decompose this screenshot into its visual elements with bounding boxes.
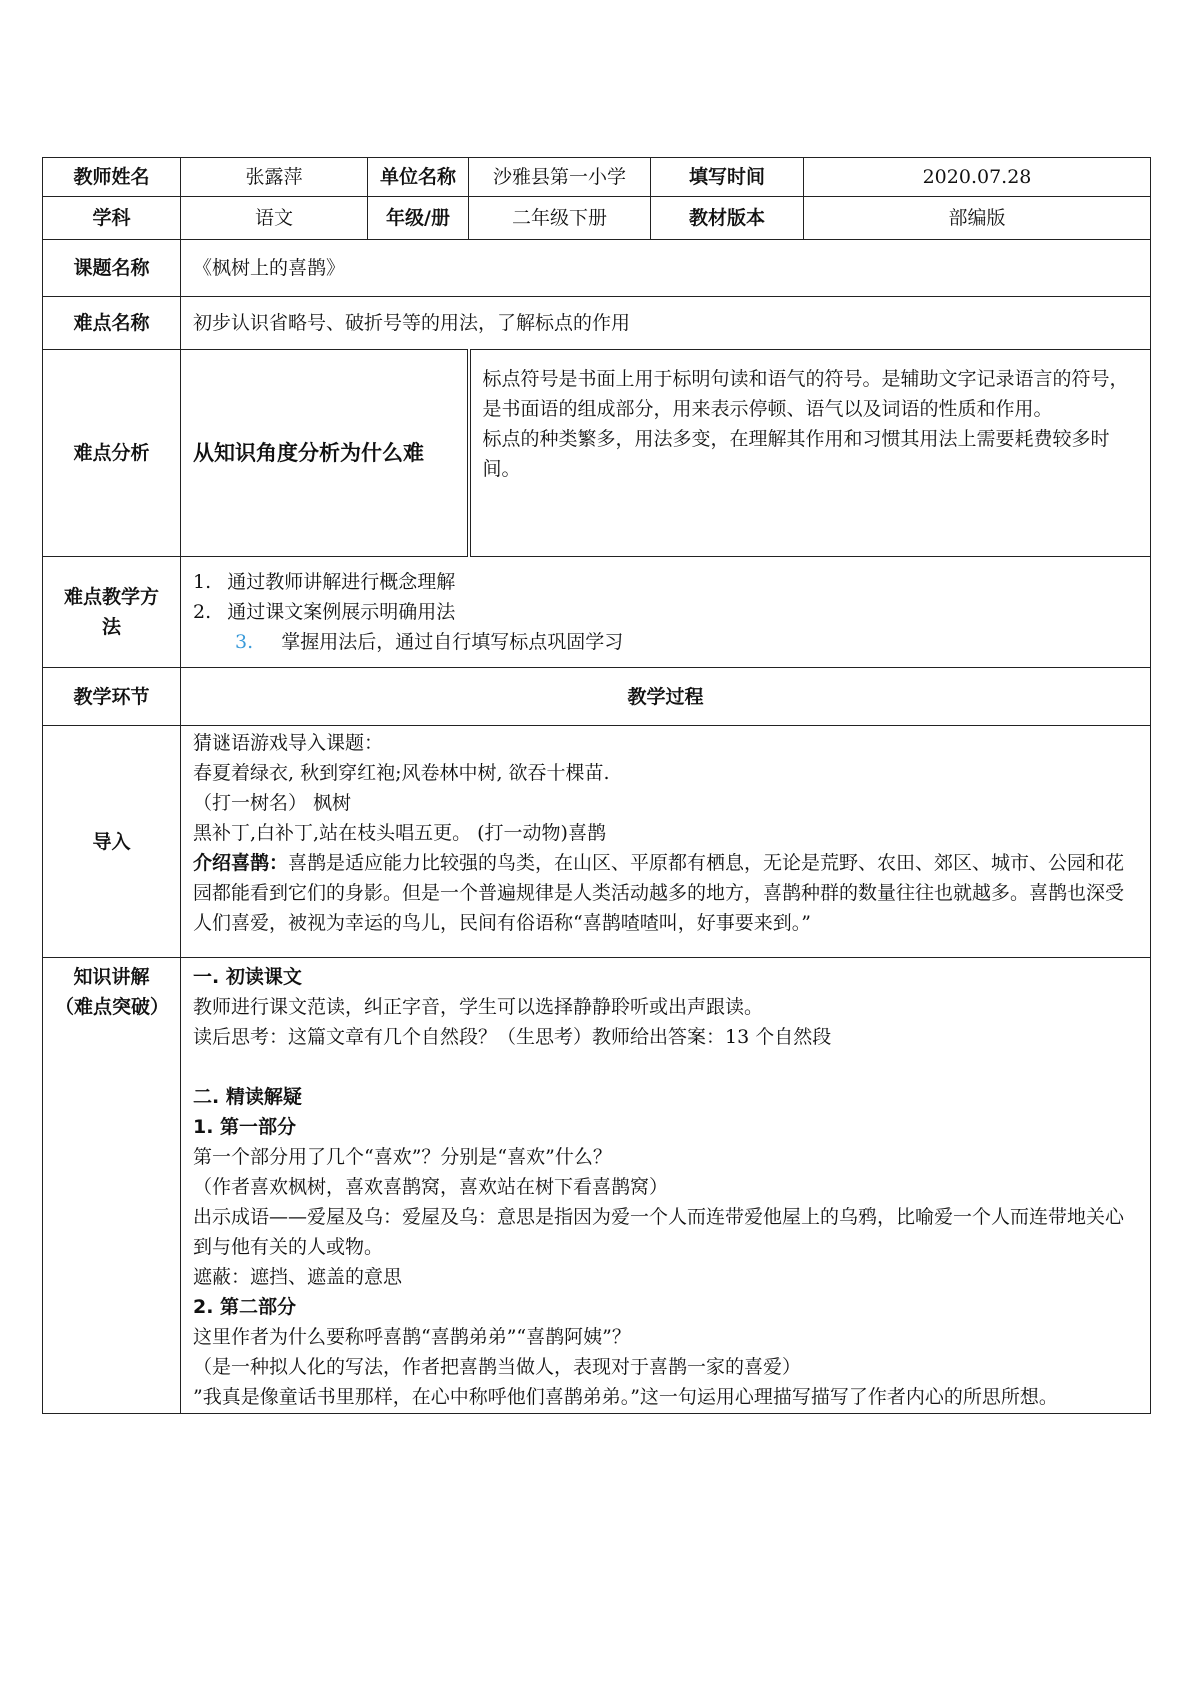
knowledge-label-cell xyxy=(43,958,181,1414)
part-title: 2. 第二部分 xyxy=(193,1296,297,1318)
date-label: 填写时间 xyxy=(651,158,804,197)
intro-line: 猜谜语游戏导入课题： xyxy=(193,732,384,754)
method-item xyxy=(193,597,1138,627)
unit-label: 单位名称 xyxy=(368,158,469,197)
topic-label: 课题名称 xyxy=(43,240,181,297)
topic-row xyxy=(43,240,1151,297)
difficulty-value: 初步认识省略号、破折号等的用法，了解标点的作用 xyxy=(181,297,1151,350)
header-row-1 xyxy=(43,158,1151,197)
intro-line: （打一树名） 枫树 xyxy=(193,792,352,814)
intro-line: 黑补丁,白补丁,站在枝头唱五更。 (打一动物)喜鹊 xyxy=(193,822,606,844)
date-value: 2020.07.28 xyxy=(804,158,1151,197)
method-text: 通过课文案例展示明确用法 xyxy=(227,601,456,623)
analysis-sub: 从知识角度分析为什么难 xyxy=(193,441,424,465)
intro-content xyxy=(181,726,1151,958)
analysis-row xyxy=(43,350,1151,557)
knowledge-row xyxy=(43,958,1151,1414)
knowledge-sublabel: （难点突破） xyxy=(55,996,170,1018)
subject-value: 语文 xyxy=(181,197,368,240)
part-title: 1. 第一部分 xyxy=(193,1116,297,1138)
analysis-text-cell xyxy=(469,350,1151,557)
intro-line: 春夏着绿衣, 秋到穿红袍;风卷林中树, 欲吞十棵苗. xyxy=(193,762,610,784)
edition-value: 部编版 xyxy=(804,197,1151,240)
analysis-sub-cell xyxy=(181,350,469,557)
blank-line xyxy=(193,1052,1138,1082)
knowledge-content xyxy=(181,958,1151,1414)
method-row xyxy=(43,557,1151,668)
method-num: 1. xyxy=(193,571,212,593)
method-list xyxy=(181,557,1151,668)
method-num: 2. xyxy=(193,601,212,623)
header-row-2 xyxy=(43,197,1151,240)
method-text: 掌握用法后，通过自行填写标点巩固学习 xyxy=(281,631,624,653)
section-title: 二. 精读解疑 xyxy=(193,1086,302,1108)
intro-bold-lead: 介绍喜鹊： xyxy=(193,852,289,874)
knowledge-line: 出示成语——爱屋及乌：爱屋及乌：意思是指因为爱一个人而连带爱他屋上的乌鸦，比喻爱一个人而连带地关心到与他有关的人或物。 xyxy=(193,1206,1125,1258)
topic-value: 《枫树上的喜鹊》 xyxy=(181,240,1151,297)
grade-value: 二年级下册 xyxy=(469,197,651,240)
method-num: 3. xyxy=(235,631,254,653)
knowledge-line: 第一个部分用了几个“喜欢”？分别是“喜欢”什么？ xyxy=(193,1146,612,1168)
subject-label: 学科 xyxy=(43,197,181,240)
intro-row xyxy=(43,726,1151,958)
method-text: 通过教师讲解进行概念理解 xyxy=(227,571,456,593)
analysis-text-1: 标点符号是书面上用于标明句读和语气的符号。是辅助文字记录语言的符号，是书面语的组成部分，用来表示停顿、语气以及词语的性质和作用。 xyxy=(482,368,1129,420)
method-item xyxy=(193,567,1138,597)
knowledge-line: 遮蔽：遮挡、遮盖的意思 xyxy=(193,1266,403,1288)
teacher-value: 张露萍 xyxy=(181,158,368,197)
knowledge-line: 读后思考：这篇文章有几个自然段？（生思考）教师给出答案：13 个自然段 xyxy=(193,1026,832,1048)
process-title: 教学过程 xyxy=(181,668,1151,726)
knowledge-line: 教师进行课文范读，纠正字音，学生可以选择静静聆听或出声跟读。 xyxy=(193,996,764,1018)
intro-paragraph xyxy=(193,848,1138,938)
grade-label: 年级/册 xyxy=(368,197,469,240)
analysis-label: 难点分析 xyxy=(43,350,181,557)
difficulty-label: 难点名称 xyxy=(43,297,181,350)
intro-label: 导入 xyxy=(43,726,181,958)
knowledge-line: （作者喜欢枫树，喜欢喜鹊窝，喜欢站在树下看喜鹊窝） xyxy=(193,1176,669,1198)
knowledge-line: 这里作者为什么要称呼喜鹊“喜鹊弟弟”“喜鹊阿姨”？ xyxy=(193,1326,631,1348)
unit-value: 沙雅县第一小学 xyxy=(469,158,651,197)
method-label: 难点教学方法 xyxy=(43,557,181,668)
process-header-row xyxy=(43,668,1151,726)
difficulty-row xyxy=(43,297,1151,350)
lesson-plan-table xyxy=(42,157,1151,1414)
method-item xyxy=(193,627,1138,657)
analysis-text-2: 标点的种类繁多，用法多变，在理解其作用和习惯其用法上需要耗费较多时间。 xyxy=(482,428,1110,480)
intro-text: 喜鹊是适应能力比较强的鸟类，在山区、平原都有栖息，无论是荒野、农田、郊区、城市、公园和花园都能看到它们的身影。但是一个普遍规律是人类活动越多的地方，喜鹊种群的数量往往也就越多。喜鹊也深受人们喜爱，被视为幸运的鸟儿，民间有俗语称“喜鹊喳喳叫，好事要来到。” xyxy=(193,852,1125,934)
section-title: 一. 初读课文 xyxy=(193,966,302,988)
process-stage-label: 教学环节 xyxy=(43,668,181,726)
knowledge-line: ”我真是像童话书里那样，在心中称呼他们喜鹊弟弟。”这一句运用心理描写描写了作者内心的所思所想。 xyxy=(193,1386,1058,1408)
teacher-label: 教师姓名 xyxy=(43,158,181,197)
knowledge-label: 知识讲解 xyxy=(73,966,150,988)
edition-label: 教材版本 xyxy=(651,197,804,240)
knowledge-line: （是一种拟人化的写法，作者把喜鹊当做人，表现对于喜鹊一家的喜爱） xyxy=(193,1356,802,1378)
